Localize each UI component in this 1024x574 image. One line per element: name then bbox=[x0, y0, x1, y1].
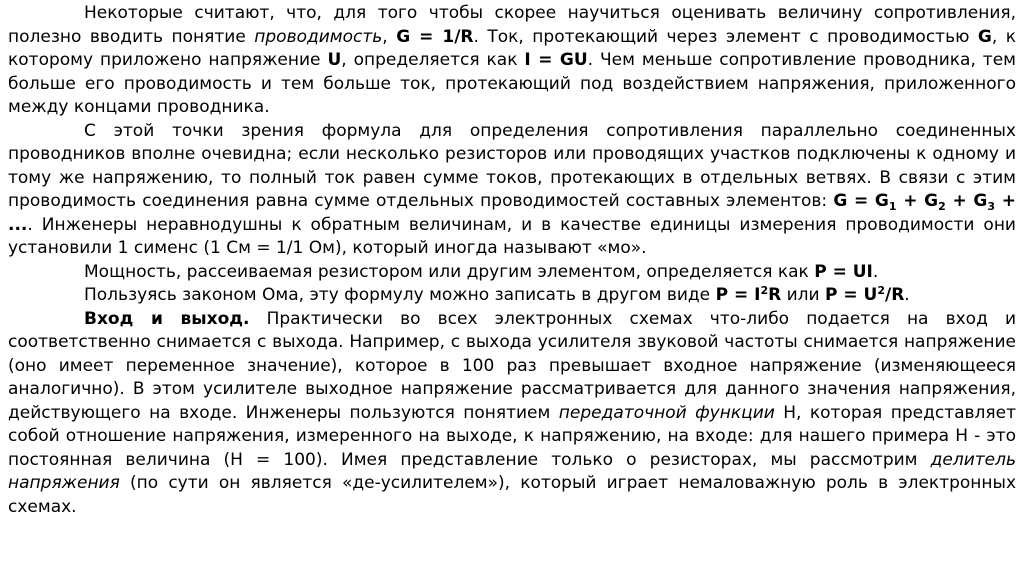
superscript: 2 bbox=[760, 284, 769, 297]
formula-part: + G bbox=[945, 191, 988, 211]
paragraph-conductance bbox=[8, 2, 1016, 120]
formula-i-equals-gu: I = GU bbox=[524, 50, 588, 70]
formula-p-equals-u2-over-r bbox=[825, 285, 904, 305]
formula-p-equals-i2r bbox=[716, 285, 782, 305]
symbol-u: U bbox=[327, 50, 342, 70]
subscript: 3 bbox=[987, 200, 996, 213]
formula-p-equals-ui: P = UI bbox=[814, 261, 873, 282]
text-run: , bbox=[382, 26, 397, 47]
section-heading-input-output: Вход и выход. bbox=[84, 308, 250, 329]
paragraph-power bbox=[8, 261, 1016, 285]
text-run: . bbox=[872, 261, 879, 282]
formula-part: P = U bbox=[824, 285, 878, 305]
superscript: 2 bbox=[877, 284, 885, 297]
text-run: Мощность, рассеиваемая резистором или другим элементом, определяется как bbox=[84, 261, 815, 282]
formula-part: /R bbox=[884, 285, 905, 305]
symbol-g: G bbox=[977, 26, 992, 47]
text-run: Пользуясь законом Ома, эту формулу можно записать в другом виде bbox=[84, 285, 716, 305]
paragraph-input-output bbox=[8, 308, 1016, 520]
term-voltage-divider: делитель напряжения bbox=[8, 449, 1016, 493]
subscript: 2 bbox=[938, 200, 946, 213]
text-run: или bbox=[781, 285, 825, 305]
text-run: С этой точки зрения формула для определения сопротивления параллельно соединенных проводников вполне очевидна; если несколько резисторов или проводящих участков подключены к одному и тому же напряжению, то полный ток равен сумме токов, протекающих в отдельных ветвях. В связи с этим проводимость соединения равна сумме отдельных проводимостей составных элементов: bbox=[8, 120, 1016, 211]
formula-part: + ... bbox=[8, 191, 1016, 235]
paragraph-parallel-conductance bbox=[8, 120, 1016, 261]
text-run: , определяется как bbox=[341, 50, 525, 70]
subscript: 1 bbox=[888, 200, 897, 213]
formula-part: R bbox=[768, 285, 782, 305]
text-run: Некоторые считают, что, для того чтобы скорее научиться оценивать величину сопротивления, полезно вводить понятие bbox=[8, 3, 1016, 47]
term-conductance: проводимость bbox=[254, 26, 383, 47]
term-transfer-function: передаточной функции bbox=[558, 402, 775, 423]
formula-part: + G bbox=[896, 191, 939, 211]
text-run: (по сути он является «де-усилителем»), который играет немаловажную роль в электронных схемах. bbox=[8, 473, 1016, 517]
text-run: . Ток, протекающий через элемент с проводимостью bbox=[473, 26, 978, 47]
text-run: H, которая представляет собой отношение напряжения, измеренного на выходе, к напряжению, на входе: для нашего примера H - это постоянная величина (H = 100). Имея представление только о резисторах, мы рассмотрим bbox=[8, 402, 1016, 470]
text-run: . Инженеры неравнодушны к обратным величинам, и в качестве единицы измерения проводимости они установили 1 сименс (1 См = 1/1 Ом), который иногда называют «мо». bbox=[8, 214, 1016, 258]
formula-part: P = I bbox=[715, 285, 761, 305]
text-run: . bbox=[904, 285, 910, 305]
text-run: . Чем меньше сопротивление проводника, тем больше его проводимость и тем больше ток, протекающий под воздействием напряжения, приложенного между концами проводника. bbox=[8, 50, 1016, 117]
formula-part: G = G bbox=[833, 191, 889, 211]
text-run: , к которому приложено напряжение bbox=[8, 26, 1017, 70]
formula-g-equals-1-over-r: G = 1/R bbox=[396, 26, 474, 47]
paragraph-ohms-law-power bbox=[8, 284, 1016, 308]
text-run: Практически во всех электронных схемах что-либо подается на вход и соответственно снимается с выхода. Например, с выхода усилителя звуковой частоты снимается напряжение (оно имеет переменное значение), которое в 100 раз превышает входное напряжение (изменяющееся аналогично). В этом усилителе выходное напряжение рассматривается для данного значения напряжения, действующего на входе. Инженеры пользуются понятием bbox=[8, 308, 1016, 423]
